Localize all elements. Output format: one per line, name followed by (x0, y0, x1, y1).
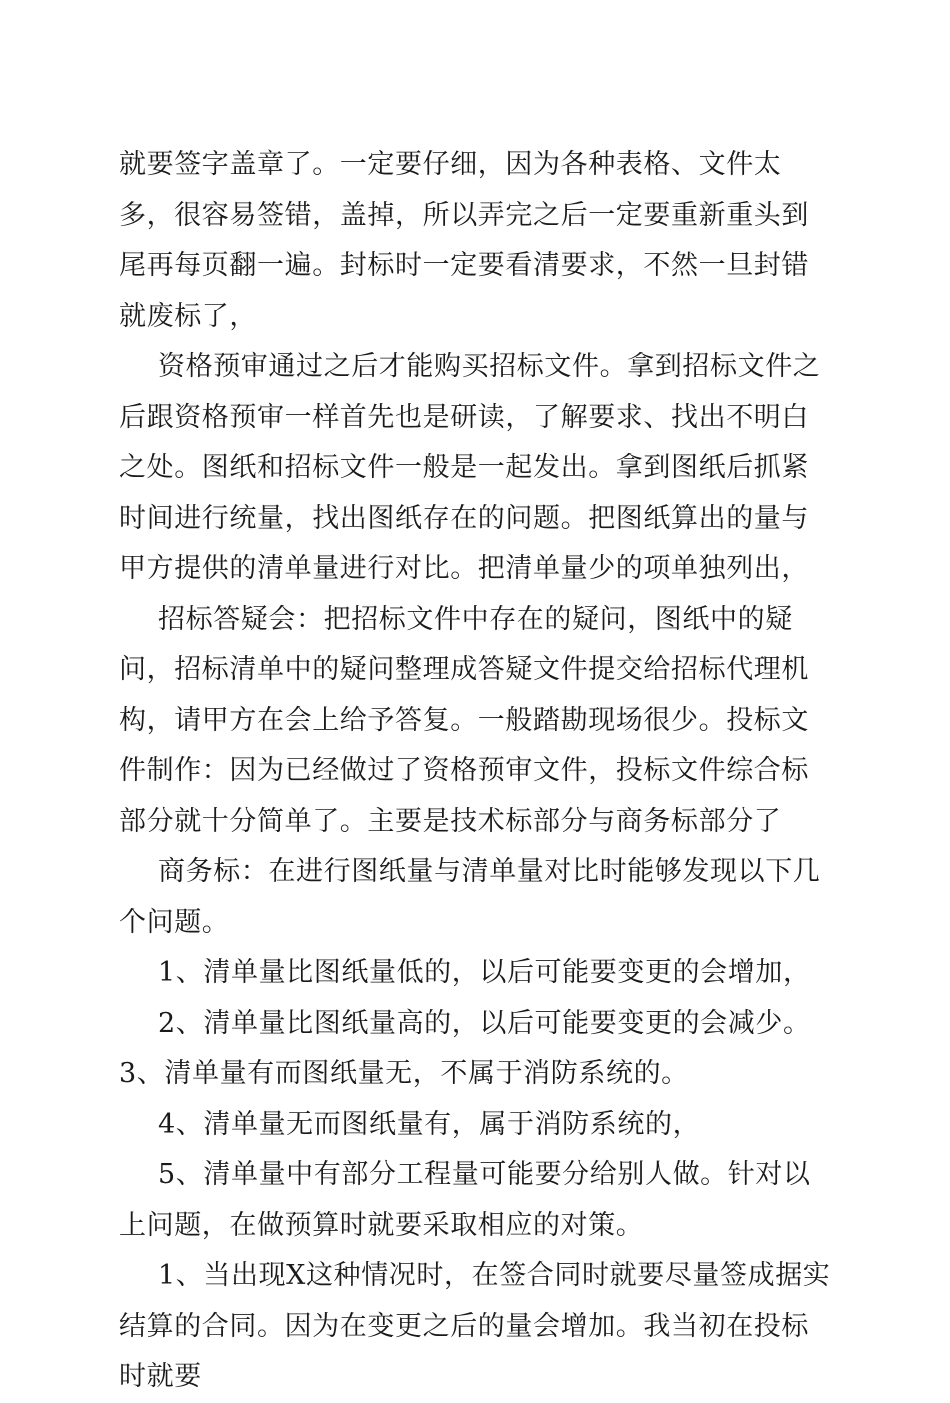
paragraph-7: 4、清单量无而图纸量有，属于消防系统的， (158, 1108, 701, 1140)
paragraph-6: 2、清单量比图纸量高的，以后可能要变更的会减少。3、清单量有而图纸量无，不属于消防系统的。 (119, 1007, 811, 1089)
document-body (119, 140, 831, 1403)
paragraph-3: 招标答疑会：把招标文件中存在的疑问，图纸中的疑问，招标清单中的疑问整理成答疑文件提交给招标代理机构，请甲方在会上给予答复。一般踏勘现场很少。投标文件制作：因为已经做过了资格预审文件，投标文件综合标部分就十分简单了。主要是技术标部分与商务标部分了 (119, 603, 809, 837)
paragraph-2: 资格预审通过之后才能购买招标文件。拿到招标文件之后跟资格预审一样首先也是研读，了解要求、找出不明白之处。图纸和招标文件一般是一起发出。拿到图纸后抓紧时间进行统量，找出图纸存在的问题。把图纸算出的量与甲方提供的清单量进行对比。把清单量少的项单独列出， (119, 351, 821, 584)
paragraph-8: 5、清单量中有部分工程量可能要分给别人做。针对以上问题，在做预算时就要采取相应的对策。 (119, 1159, 811, 1241)
paragraph-1: 就要签字盖章了。一定要仔细，因为各种表格、文件太多，很容易签错，盖掉，所以弄完之后一定要重新重头到尾再每页翻一遍。封标时一定要看清要求，不然一旦封错就废标了， (119, 149, 809, 332)
paragraph-5: 1、清单量比图纸量低的，以后可能要变更的会增加， (158, 957, 811, 988)
paragraph-4: 商务标：在进行图纸量与清单量对比时能够发现以下几个问题。 (119, 856, 821, 938)
paragraph-9: 1、当出现X这种情况时，在签合同时就要尽量签成据实结算的合同。因为在变更之后的量会增加。我当初在投标时就要 (119, 1260, 831, 1392)
